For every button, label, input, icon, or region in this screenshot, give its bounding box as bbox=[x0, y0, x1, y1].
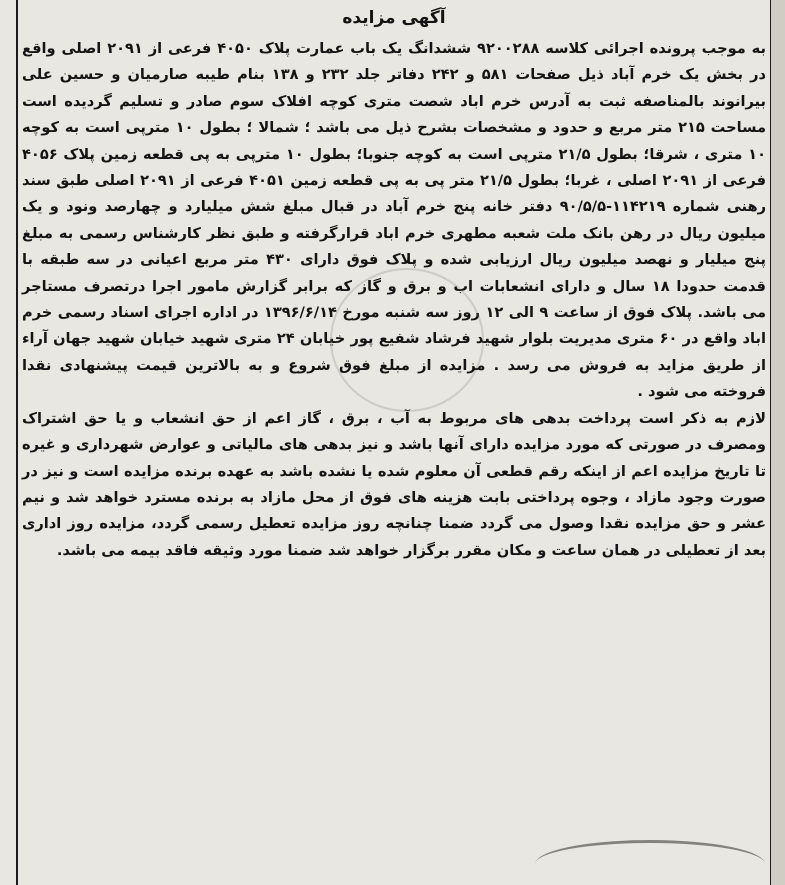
clipping-edge bbox=[771, 0, 785, 885]
notice-title: آگهی مزایده bbox=[342, 8, 446, 28]
left-border-line bbox=[16, 0, 18, 885]
notice-paragraph-main: به موجب پرونده اجرائی کلاسه ۹۲۰۰۲۸۸ ششدانگ یک باب عمارت پلاک ۴۰۵۰ فرعی از ۲۰۹۱ اصلی واقع در بخش یک خرم آباد ذیل صفحات ۵۸۱ و ۲۴۲ دفاتر جلد ۲۳۲ و ۱۳۸ بنام طیبه صارمیان و حسین علی بیرانوند بالمناصفه ثبت به آدرس خرم اباد شصت متری کوچه افلاک سوم صادر و تسلیم گردیده است مساحت ۲۱۵ متر مربع و حدود و مشخصات بشرح ذیل می باشد ؛ شمالا ؛ بطول ۱۰ مترپی است به کوچه ۱۰ متری ، شرقا؛ بطول ۲۱/۵ مترپی است به کوچه جنوبا؛ بطول ۱۰ مترپی به پی قطعه زمین پلاک ۴۰۵۶ فرعی از ۲۰۹۱ اصلی ، غربا؛ بطول ۲۱/۵ متر پی به پی قطعه زمین ۴۰۵۱ فرعی از ۲۰۹۱ اصلی طبق سند رهنی شماره ۱۱۴۲۱۹-۹۰/۵/۵ دفتر خانه پنج خرم آباد در قبال مبلغ شش میلیارد و چهارصد ونود و یک میلیون ریال در رهن بانک ملت شعبه مطهری خرم اباد قرارگرفته و طبق نظر کارشناس رسمی به مبلغ پنج میلیار و نهصد میلیون ریال ارزیابی شده و پلاک فوق دارای ۴۳۰ متر مربع اعیانی در سه طبقه با قدمت حدودا ۱۸ سال و دارای انشعابات اب و برق و گاز که برابر گزارش مامور اجرا درتصرف مستاجر می باشد. پلاک فوق از ساعت ۹ الی ۱۲ روز سه شنبه مورخ ۱۳۹۶/۶/۱۴ در اداره اجرای اسناد رسمی خرم اباد واقع در ۶۰ متری مدیریت بلوار شهید فرشاد شفیع پور خیابان ۲۴ متری شهید خیابان شهید جهان آراء از طریق مزاید به فروش می رسد . مزایده از مبلغ فوق شروع و به بالاترین قیمت پیشنهادی نقدا فروخته می شود . bbox=[22, 40, 767, 401]
auction-notice bbox=[22, 6, 766, 564]
notice-paragraph-conditions: لازم به ذکر است پرداخت بدهی های مربوط به آب ، برق ، گاز اعم از حق انشعاب و یا حق اشتراک ومصرف در صورتی که مورد مزایده دارای آنها باشد و نیز بدهی های مالیاتی و عوارض شهرداری و غیره تا تاریخ مزایده اعم از اینکه رقم قطعی آن معلوم شده یا نشده باشد به عهده برنده مزایده است و نیز در صورت وجود مازاد ، وجوه پرداختی بابت هزینه های فوق از محل مازاد به برنده مسترد خواهد شد و نیم عشر و حق مزایده نقدا وصول می گردد ضمنا چنانچه روز مزایده تعطیل رسمی گردد، مزایده روز اداری بعد از تعطیلی در همان ساعت و مکان مقرر برگزار خواهد شد ضمنا مورد وثیقه فاقد بیمه می باشد. bbox=[22, 409, 766, 559]
handwritten-mark bbox=[535, 840, 765, 885]
